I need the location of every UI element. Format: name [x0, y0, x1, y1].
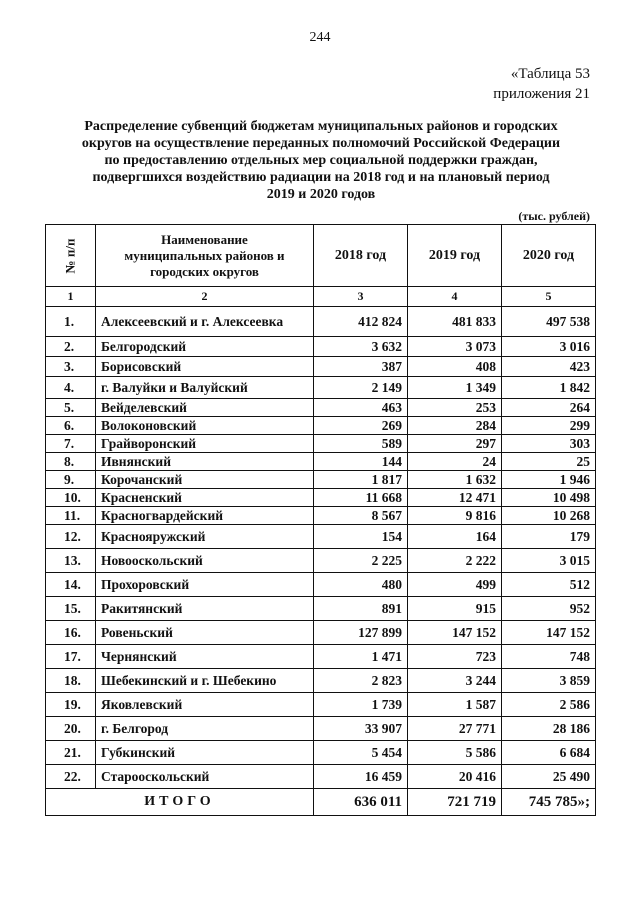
- district-name: Ракитянский: [96, 597, 314, 621]
- value-2020: 25 490: [502, 765, 596, 789]
- value-2018: 269: [314, 417, 408, 435]
- title-line: 2019 и 2020 годов: [266, 187, 376, 202]
- document-title: [48, 118, 594, 203]
- district-name: Чернянский: [96, 645, 314, 669]
- row-number: 20.: [46, 717, 96, 741]
- row-number: 6.: [46, 417, 96, 435]
- row-number: 3.: [46, 357, 96, 377]
- value-2019: 297: [408, 435, 502, 453]
- value-2020: 3 859: [502, 669, 596, 693]
- value-2020: 2 586: [502, 693, 596, 717]
- table-row: [46, 435, 596, 453]
- value-2020: 748: [502, 645, 596, 669]
- subventions-table: [45, 224, 596, 816]
- value-2020: 1 946: [502, 471, 596, 489]
- value-2018: 480: [314, 573, 408, 597]
- table-row: [46, 507, 596, 525]
- value-2020: 512: [502, 573, 596, 597]
- district-name: Вейделевский: [96, 399, 314, 417]
- units-label: (тыс. рублей): [518, 209, 590, 223]
- value-2018: 589: [314, 435, 408, 453]
- total-row: [46, 789, 596, 816]
- column-index: 1: [46, 287, 96, 307]
- district-name: Ровеньский: [96, 621, 314, 645]
- value-2020: 6 684: [502, 741, 596, 765]
- table-row: [46, 573, 596, 597]
- value-2019: 408: [408, 357, 502, 377]
- row-number: 2.: [46, 337, 96, 357]
- row-number: 16.: [46, 621, 96, 645]
- total-2020: 745 785»;: [502, 789, 596, 816]
- value-2018: 463: [314, 399, 408, 417]
- row-number: 9.: [46, 471, 96, 489]
- value-2019: 27 771: [408, 717, 502, 741]
- value-2019: 915: [408, 597, 502, 621]
- value-2018: 5 454: [314, 741, 408, 765]
- value-2018: 2 225: [314, 549, 408, 573]
- district-name: Шебекинский и г. Шебекино: [96, 669, 314, 693]
- column-index: 3: [314, 287, 408, 307]
- header-2018: 2018 год: [314, 225, 408, 287]
- row-number: 19.: [46, 693, 96, 717]
- table-row: [46, 693, 596, 717]
- value-2018: 2 149: [314, 377, 408, 399]
- value-2019: 284: [408, 417, 502, 435]
- table-row: [46, 417, 596, 435]
- value-2020: 28 186: [502, 717, 596, 741]
- value-2019: 481 833: [408, 307, 502, 337]
- row-number: 18.: [46, 669, 96, 693]
- value-2019: 3 073: [408, 337, 502, 357]
- header-row: [46, 225, 596, 287]
- table-row: [46, 489, 596, 507]
- header-name-line: городских округов: [150, 263, 259, 279]
- value-2018: 1 471: [314, 645, 408, 669]
- title-line: Распределение субвенций бюджетам муниципальных районов и городских: [84, 119, 558, 134]
- row-number: 15.: [46, 597, 96, 621]
- district-name: Яковлевский: [96, 693, 314, 717]
- row-number: 17.: [46, 645, 96, 669]
- value-2019: 253: [408, 399, 502, 417]
- page-number: 244: [309, 30, 331, 45]
- value-2020: 497 538: [502, 307, 596, 337]
- value-2020: 264: [502, 399, 596, 417]
- value-2018: 8 567: [314, 507, 408, 525]
- value-2019: 147 152: [408, 621, 502, 645]
- district-name: Прохоровский: [96, 573, 314, 597]
- district-name: Волоконовский: [96, 417, 314, 435]
- table-row: [46, 337, 596, 357]
- district-name: Белгородский: [96, 337, 314, 357]
- table-row: [46, 549, 596, 573]
- total-label: ИТОГО: [46, 789, 314, 816]
- value-2018: 1 739: [314, 693, 408, 717]
- value-2019: 499: [408, 573, 502, 597]
- value-2019: 164: [408, 525, 502, 549]
- value-2018: 2 823: [314, 669, 408, 693]
- value-2019: 20 416: [408, 765, 502, 789]
- row-number: 1.: [46, 307, 96, 337]
- value-2018: 127 899: [314, 621, 408, 645]
- value-2018: 891: [314, 597, 408, 621]
- value-2019: 5 586: [408, 741, 502, 765]
- value-2019: 723: [408, 645, 502, 669]
- district-name: Ивнянский: [96, 453, 314, 471]
- value-2020: 423: [502, 357, 596, 377]
- table-reference-line-2: приложения 21: [493, 86, 590, 102]
- table-row: [46, 621, 596, 645]
- value-2019: 3 244: [408, 669, 502, 693]
- header-2019: 2019 год: [408, 225, 502, 287]
- district-name: Корочанский: [96, 471, 314, 489]
- row-number: 8.: [46, 453, 96, 471]
- table-row: [46, 597, 596, 621]
- value-2018: 11 668: [314, 489, 408, 507]
- total-2018: 636 011: [314, 789, 408, 816]
- value-2020: 10 498: [502, 489, 596, 507]
- title-line: по предоставлению отдельных мер социальной поддержки граждан,: [104, 153, 538, 168]
- value-2019: 1 349: [408, 377, 502, 399]
- row-number: 5.: [46, 399, 96, 417]
- district-name: Красненский: [96, 489, 314, 507]
- table-reference-line-1: «Таблица 53: [510, 66, 590, 82]
- district-name: Алексеевский и г. Алексеевка: [96, 307, 314, 337]
- header-name: [96, 225, 314, 287]
- value-2020: 3 015: [502, 549, 596, 573]
- row-number: 4.: [46, 377, 96, 399]
- district-name: Старооскольский: [96, 765, 314, 789]
- header-name-line: Наименование: [161, 231, 248, 247]
- header-number: № п/п: [46, 225, 96, 287]
- column-index: 2: [96, 287, 314, 307]
- row-number: 7.: [46, 435, 96, 453]
- table-row: [46, 453, 596, 471]
- value-2020: 1 842: [502, 377, 596, 399]
- value-2018: 3 632: [314, 337, 408, 357]
- value-2019: 2 222: [408, 549, 502, 573]
- value-2019: 24: [408, 453, 502, 471]
- row-number: 21.: [46, 741, 96, 765]
- row-number: 10.: [46, 489, 96, 507]
- district-name: Краснояружский: [96, 525, 314, 549]
- value-2020: 147 152: [502, 621, 596, 645]
- value-2019: 1 587: [408, 693, 502, 717]
- value-2018: 412 824: [314, 307, 408, 337]
- table-row: [46, 717, 596, 741]
- value-2019: 9 816: [408, 507, 502, 525]
- value-2018: 144: [314, 453, 408, 471]
- table-row: [46, 377, 596, 399]
- table-body: [46, 307, 596, 789]
- value-2019: 1 632: [408, 471, 502, 489]
- value-2020: 952: [502, 597, 596, 621]
- value-2019: 12 471: [408, 489, 502, 507]
- row-number: 22.: [46, 765, 96, 789]
- district-name: Новооскольский: [96, 549, 314, 573]
- table-row: [46, 307, 596, 337]
- table-row: [46, 357, 596, 377]
- value-2020: 10 268: [502, 507, 596, 525]
- column-index-row: [46, 287, 596, 307]
- value-2020: 303: [502, 435, 596, 453]
- value-2018: 16 459: [314, 765, 408, 789]
- table-row: [46, 741, 596, 765]
- value-2018: 1 817: [314, 471, 408, 489]
- row-number: 14.: [46, 573, 96, 597]
- value-2018: 154: [314, 525, 408, 549]
- header-2020: 2020 год: [502, 225, 596, 287]
- value-2020: 3 016: [502, 337, 596, 357]
- table-reference: [493, 64, 590, 104]
- table-row: [46, 645, 596, 669]
- district-name: г. Белгород: [96, 717, 314, 741]
- table-row: [46, 399, 596, 417]
- title-line: округов на осуществление переданных полномочий Российской Федерации: [81, 136, 561, 151]
- district-name: Грайворонский: [96, 435, 314, 453]
- value-2020: 179: [502, 525, 596, 549]
- district-name: Красногвардейский: [96, 507, 314, 525]
- table-row: [46, 765, 596, 789]
- table-row: [46, 471, 596, 489]
- district-name: Борисовский: [96, 357, 314, 377]
- total-2019: 721 719: [408, 789, 502, 816]
- column-index: 4: [408, 287, 502, 307]
- row-number: 11.: [46, 507, 96, 525]
- header-name-line: муниципальных районов и: [124, 247, 285, 263]
- column-index: 5: [502, 287, 596, 307]
- row-number: 13.: [46, 549, 96, 573]
- district-name: г. Валуйки и Валуйский: [96, 377, 314, 399]
- row-number: 12.: [46, 525, 96, 549]
- value-2018: 387: [314, 357, 408, 377]
- table-row: [46, 525, 596, 549]
- district-name: Губкинский: [96, 741, 314, 765]
- value-2020: 299: [502, 417, 596, 435]
- value-2020: 25: [502, 453, 596, 471]
- table-row: [46, 669, 596, 693]
- title-line: подвергшихся воздействию радиации на 2018 год и на плановый период: [92, 170, 550, 185]
- value-2018: 33 907: [314, 717, 408, 741]
